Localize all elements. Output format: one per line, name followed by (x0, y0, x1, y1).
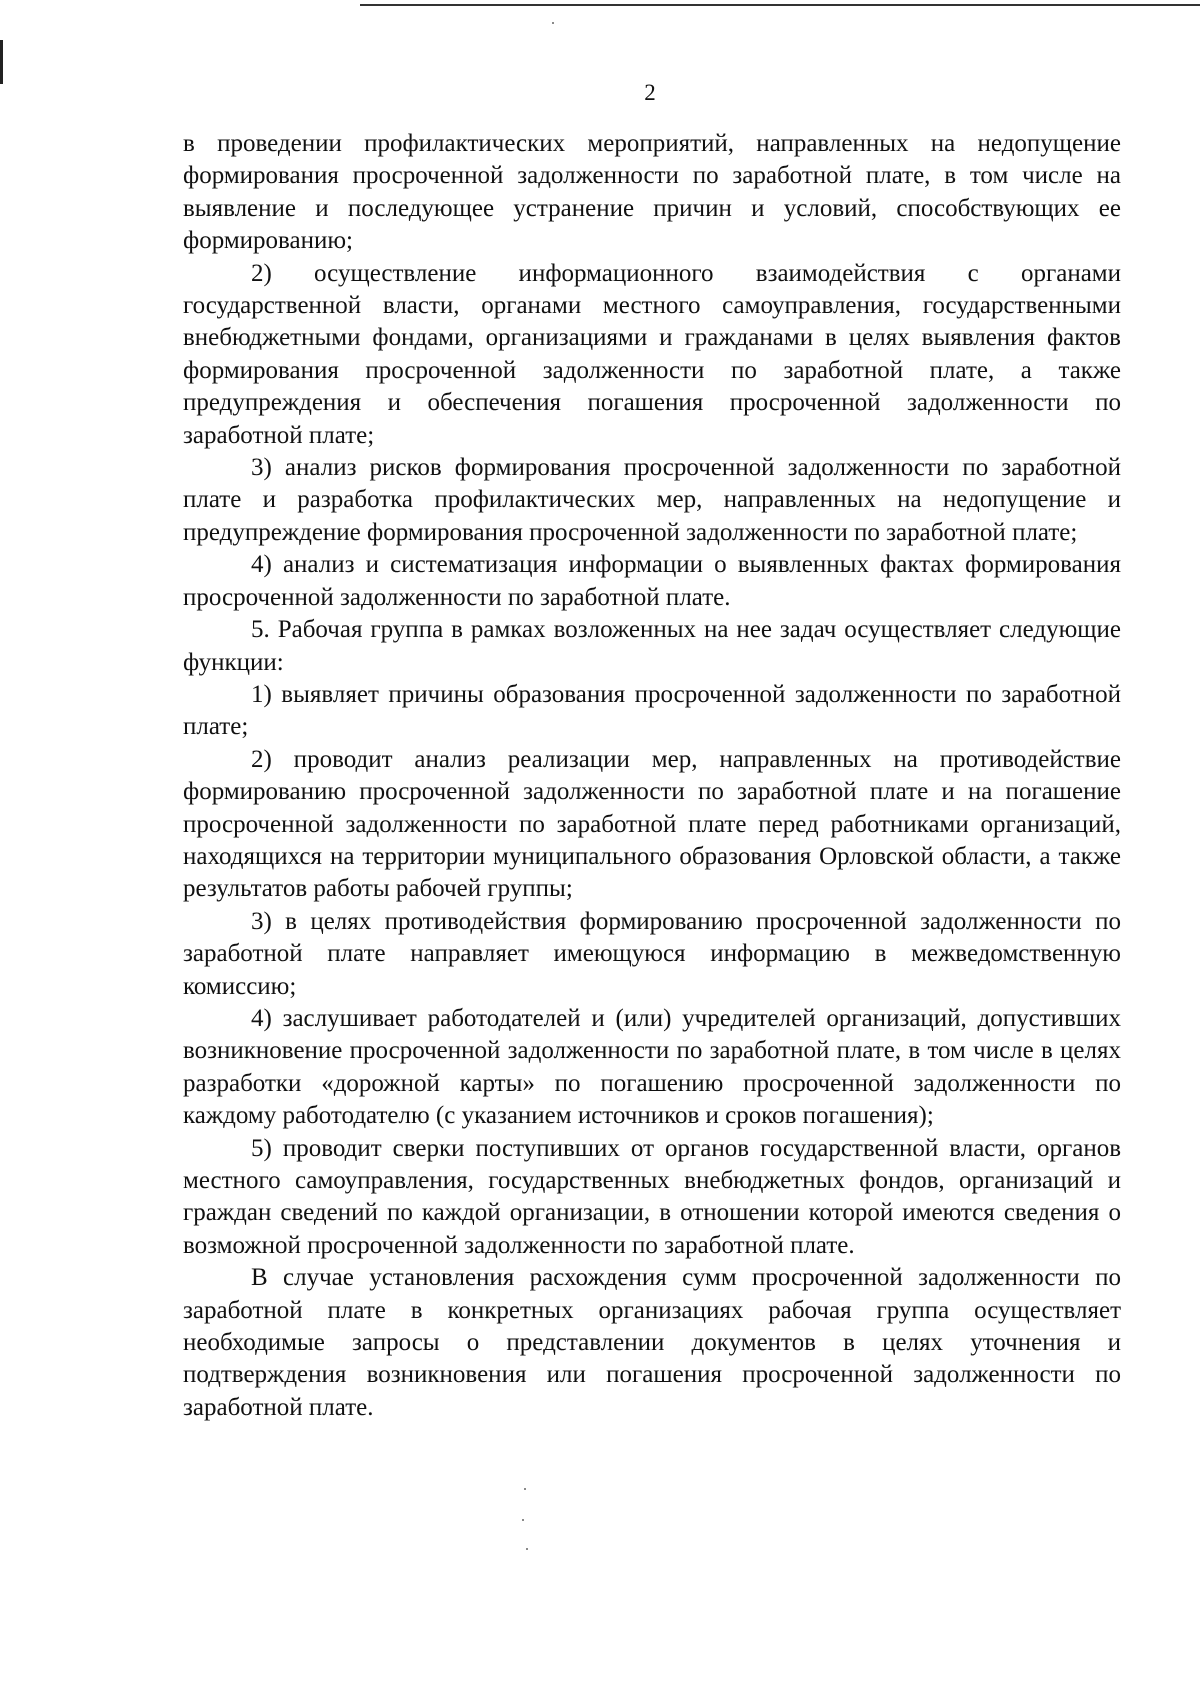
paragraph-discrepancy-case: В случае установления расхождения сумм просроченной задолженности по заработной плате в конкретных организациях рабочая группа осуществляет необходимые запросы о представлении документов в целях уточнения и подтверждения возникновения или погашения просроченной задолженности по заработной плате. (183, 1264, 1121, 1421)
paragraph-item-3-risk-analysis: 3) анализ рисков формирования просроченной задолженности по заработной плате и разработка профилактических мер, направленных на недопущение и предупреждение формирования просроченной задолженности по заработной плате; (183, 454, 1121, 546)
paragraph-function-1: 1) выявляет причины образования просроченной задолженности по заработной плате; (183, 680, 1121, 741)
paragraph-item-2-information-exchange: 2) осуществление информационного взаимодействия с органами государственной власти, органами местного самоуправления, государственными внебюджетными фондами, организациями и гражданами в целях выявления фактов формирования просроченной задолженности по заработной плате, а также предупреждения и обеспечения погашения просроченной задолженности по заработной плате; (183, 259, 1121, 449)
document-body (183, 128, 1121, 1424)
paragraph-section-5-functions: 5. Рабочая группа в рамках возложенных на нее задач осуществляет следующие функции: (183, 616, 1121, 676)
page-number: 2 (644, 80, 656, 105)
paragraph-continuation: в проведении профилактических мероприятий, направленных на недопущение формирования просроченной задолженности по заработной плате, в том числе на выявление и последующее устранение причин и условий, способствующих ее формированию; (183, 130, 1121, 255)
scan-speck (552, 22, 554, 24)
paragraph-function-3: 3) в целях противодействия формированию просроченной задолженности по заработной плате направляет имеющуюся информацию в межведомственную комиссию; (183, 907, 1121, 1000)
paragraph-item-4-systematization: 4) анализ и систематизация информации о выявленных фактах формирования просроченной задолженности по заработной плате. (183, 551, 1121, 611)
paragraph-function-4: 4) заслушивает работодателей и (или) учредителей организаций, допустивших возникновение просроченной задолженности по заработной плате, в том числе в целях разработки «дорожной карты» по погашению просроченной задолженности по каждому работодателю (с указанием источников и сроков погашения); (183, 1004, 1121, 1130)
paragraph-function-2: 2) проводит анализ реализации мер, направленных на противодействие формированию просроченной задолженности по заработной плате и на погашение просроченной задолженности по заработной плате перед работниками организаций, находящихся на территории муниципального образования Орловской области, а также результатов работы рабочей группы; (183, 745, 1121, 903)
scan-speck (522, 1519, 524, 1521)
scan-speck (524, 1488, 526, 1490)
scan-top-edge-line (360, 4, 1200, 6)
paragraph-function-5: 5) проводит сверки поступивших от органов государственной власти, органов местного самоуправления, государственных внебюджетных фондов, организаций и граждан сведений по каждой организации, в отношении которой имеются сведения о возможной просроченной задолженности по заработной плате. (183, 1134, 1121, 1259)
scan-speck (526, 1548, 528, 1550)
